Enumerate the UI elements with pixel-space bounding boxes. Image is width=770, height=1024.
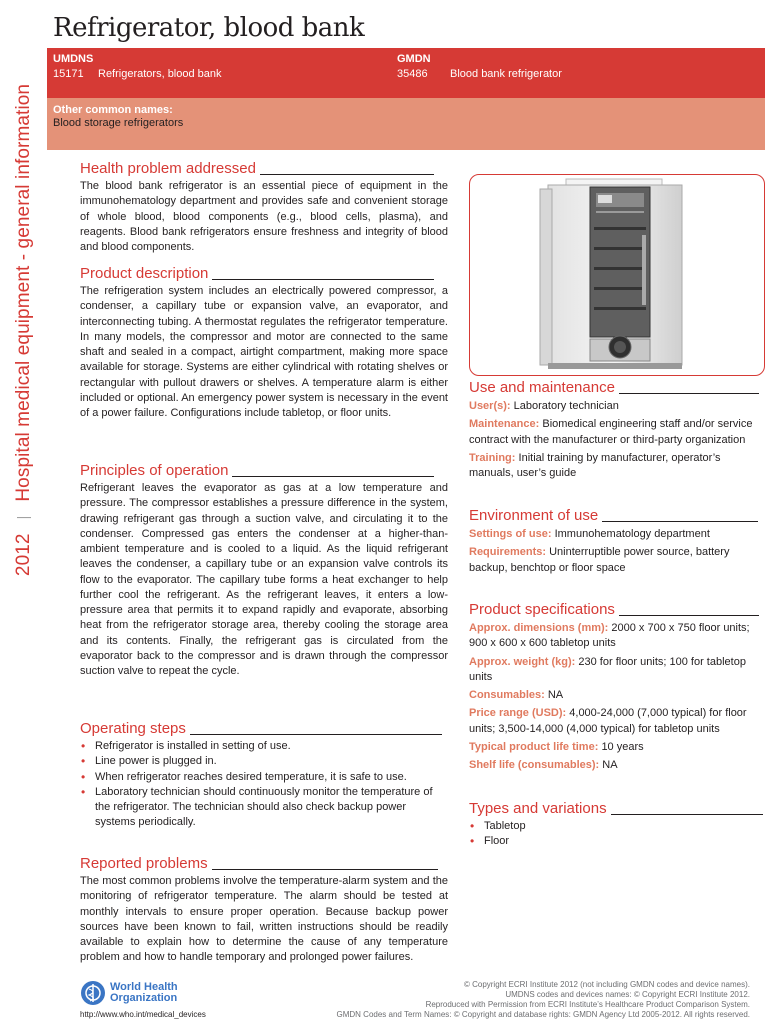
other-names-label: Other common names:: [53, 104, 173, 116]
section-text: Refrigerant leaves the evaporator as gas at a low temperature and pressure. The compressor establishes a pressure difference in the system, drawing refrigerant gas through a suction valve, and circulating it to the condenser. Compressed gas enters the condenser at a higher-than-ambient temperature and is cooled to a liquid. As the liquid refrigerant leaves the condenser, a capillary tube or an expansion valve controls its flow to the evaporator. The capillary tube forms a heat exchanger to help further cool the refrigerant. As the refrigerant leaves, it enters a low-pressure area that permits it to expand rapidly and evaporate, absorbing heat from the refrigerator storage area, thereby cooling the storage area and its contents. Finally, the refrigerant gas is circulated from the evaporator back to the compressor and is drawn through the compressor suction valve to repeat the cycle.: [80, 482, 448, 677]
side-label: Hospital medical equipment - general information: [13, 83, 34, 502]
section-heading: Product specifications: [469, 601, 765, 618]
copyright-line: UMDNS codes and devices names: © Copyright ECRI Institute 2012.: [505, 990, 750, 999]
codes-band: [47, 48, 765, 98]
list-item: • Floor: [469, 834, 765, 849]
section-text: The refrigeration system includes an electrically powered compressor, a condenser, a capillary tube or expansion valve, an evaporator, and interconnecting tubing. A thermostat regulates the refrigerator temperature. In many models, the compressor and motor are connected to the same shaft and sealed in a compact, airtight compartment, making more space available for storage. Systems are either cylindrical with rotating shelves or rectangular with pullout drawers or shelves. A temperature alarm is either included or optional. An emergency power system is necessary in the event of a power failure. Configurations include tabletop, or floor units.: [80, 285, 448, 419]
environment-section: [469, 507, 765, 579]
types-list: [469, 819, 765, 850]
section-text: The blood bank refrigerator is an essential piece of equipment in the immunohematology department and provides safe and convenient storage of whole blood, blood components (e.g., blood cells, plasma), and reagents. Blood bank refrigerators ensure freshness and integrity of blood and blood components.: [80, 180, 448, 253]
gmdn-code: 35486: [397, 68, 428, 80]
umdns-code: 15171: [53, 68, 84, 80]
kv-item: Settings of use: Immunohematology department: [469, 528, 710, 540]
section-heading: Use and maintenance: [469, 379, 765, 396]
blood-bank-refrigerator-illustration: [470, 175, 765, 376]
section-heading: Health problem addressed: [80, 160, 448, 177]
operating-steps-list: [80, 739, 448, 831]
principles-section: [80, 462, 448, 679]
kv-item: Approx. weight (kg): 230 for floor units; 100 for tabletop units: [469, 655, 746, 683]
use-maintenance-section: [469, 379, 765, 484]
gmdn-block: [397, 53, 562, 80]
kv-item: User(s): Laboratory technician: [469, 400, 619, 412]
kv-item: Consumables: NA: [469, 689, 564, 702]
who-logo: [80, 980, 178, 1006]
side-year: 2012: [13, 533, 34, 577]
list-item: • Refrigerator is installed in setting of use.: [80, 739, 448, 754]
kv-item: Maintenance: Biomedical engineering staff and/or service contract with the manufacturer or third-party organization: [469, 418, 753, 446]
kv-item: Training: Initial training by manufacturer, operator’s manuals, user’s guide: [469, 451, 721, 480]
reported-problems-section: [80, 855, 448, 966]
section-text: The most common problems involve the temperature-alarm system and the monitoring of refrigerator temperature. The alarm should be tested at monthly intervals to ensure proper operation. Because backup power sources have been known to fail, written instructions should be readily available to explain how to determine the cause of any temperature problem and how to handle temporary and prolonged power failures.: [80, 875, 448, 964]
kv-item: Shelf life (consumables): NA: [469, 759, 618, 772]
kv-item: Typical product life time: 10 years: [469, 741, 644, 754]
umdns-name: Refrigerators, blood bank: [98, 68, 222, 80]
types-section: [469, 800, 765, 850]
product-image: [469, 174, 765, 376]
other-names-band: [47, 98, 765, 150]
kv-item: Approx. dimensions (mm): 2000 x 700 x 750 floor units; 900 x 600 x 600 tabletop units: [469, 622, 750, 650]
side-separator: [17, 517, 31, 518]
section-heading: Reported problems: [80, 855, 448, 872]
section-heading: Principles of operation: [80, 462, 448, 479]
umdns-block: [53, 53, 222, 80]
list-item: • When refrigerator reaches desired temperature, it is safe to use.: [80, 770, 448, 785]
operating-steps-section: [80, 720, 448, 831]
section-heading: Environment of use: [469, 507, 765, 524]
footer-url[interactable]: http://www.who.int/medical_devices: [80, 1010, 206, 1019]
logo-line-1: World Health: [110, 981, 178, 993]
side-banner: [0, 0, 48, 610]
side-banner-text: [13, 84, 35, 576]
section-heading: Operating steps: [80, 720, 448, 737]
copyright-line: Reproduced with Permission from ECRI Institute’s Healthcare Product Comparison System.: [425, 1000, 750, 1009]
section-heading: Types and variations: [469, 800, 765, 817]
logo-line-2: Organization: [110, 992, 178, 1004]
section-heading: Product description: [80, 265, 448, 282]
other-names-value: Blood storage refrigerators: [53, 117, 184, 129]
kv-item: Requirements: Uninterruptible power source, battery backup, benchtop or floor space: [469, 546, 730, 574]
gmdn-label: GMDN: [397, 53, 431, 65]
list-item: • Tabletop: [469, 819, 765, 834]
who-emblem-icon: [80, 980, 106, 1006]
copyright-line: GMDN Codes and Term Names: © Copyright and database rights: GMDN Agency Ltd 2005-2012. All rights reserved.: [336, 1010, 750, 1019]
list-item: • Line power is plugged in.: [80, 754, 448, 769]
copyright-line: © Copyright ECRI Institute 2012 (not including GMDN codes and device names).: [463, 980, 750, 989]
page-title: Refrigerator, blood bank: [53, 13, 365, 43]
health-problem-section: [80, 160, 448, 255]
kv-item: Price range (USD): 4,000-24,000 (7,000 typical) for floor units; 3,500-14,000 (4,000 typical) for tabletop units: [469, 707, 747, 735]
footer-copyright: [337, 980, 751, 1020]
product-description-section: [80, 265, 448, 421]
list-item: • Laboratory technician should continuously monitor the temperature of the refrigerator. The technician should also check backup power systems periodically.: [80, 785, 448, 831]
specifications-section: [469, 601, 765, 777]
umdns-label: UMDNS: [53, 53, 94, 65]
gmdn-name: Blood bank refrigerator: [450, 68, 562, 80]
